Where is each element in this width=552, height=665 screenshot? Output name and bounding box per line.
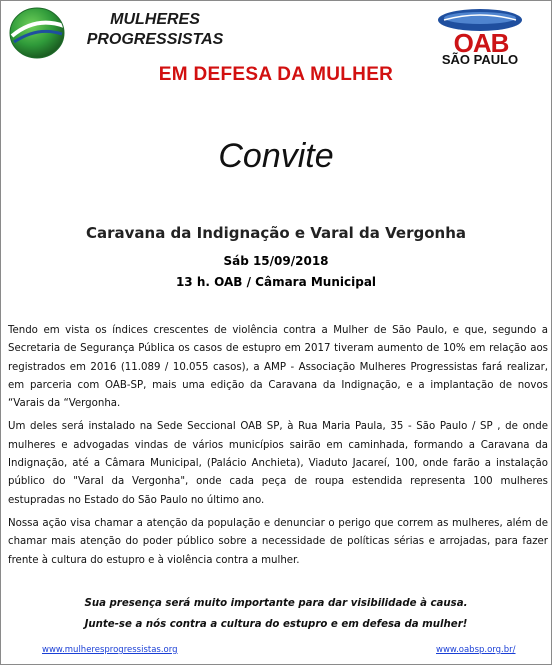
paragraph-context: Tendo em vista os índices crescentes de violência contra a Mulher de São Paulo, e que, segundo a Secretaria de Segurança Pública os casos de estupro em 2017 tiveram aumento de 10% em relação aos registrados em 2016 (11.089 / 10.055 casos), a AMP - Associação Mulheres Progressistas fará realizar, em parceria com OAB-SP, mais uma edição da Caravana da Indignação, e a implantação de novos “Varais da “Vergonha. xyxy=(8,325,548,410)
event-place: 13 h. OAB / Câmara Municipal xyxy=(175,275,377,289)
invite-title: Convite xyxy=(218,137,334,175)
oabsp-link[interactable]: www.oabsp.org.br/ xyxy=(436,645,516,655)
oab-logo-text: OAB xyxy=(453,28,509,58)
event-name: Caravana da Indignação e Varal da Vergonha xyxy=(85,224,467,242)
call-to-action-line2: Junte-se a nós contra a cultura do estupro e em defesa da mulher! xyxy=(84,619,468,630)
body-text xyxy=(8,322,548,575)
paragraph-event-details: Um deles será instalado na Sede Seccional OAB SP, à Rua Maria Paula, 35 - São Paulo / SP , de onde mulheres e advogadas vindas de vários municípios sairão em caminhada, formando a Caravana da Indignação, até a Câmara Municipal, (Palácio Anchieta), Viaduto Jacareí, 100, onde farão a instalação público do "Varal da Vergonha", onde cada peça de roupa estendida representa 100 mulheres estupradas no Estado do São Paulo no último ano. xyxy=(8,421,548,506)
paragraph-purpose: Nossa ação visa chamar a atenção da população e denunciar o perigo que correm as mulheres, além de chamar mais atenção do poder público sobre a necessidade de políticas sérias e arrojadas, para fazer frente à cultura do estupro e à violência contra a mulher. xyxy=(8,517,548,566)
organization-name-line1: MULHERES xyxy=(110,11,200,28)
organization-name-line2: PROGRESSISTAS xyxy=(86,31,224,48)
event-date: Sáb 15/09/2018 xyxy=(223,254,329,268)
mulheres-progressistas-logo xyxy=(6,6,68,60)
oab-subtitle: SÃO PAULO xyxy=(441,52,519,67)
headline: EM DEFESA DA MULHER xyxy=(158,64,394,85)
mulheres-progressistas-link[interactable]: www.mulheresprogressistas.org xyxy=(42,645,178,655)
organization-name xyxy=(80,10,230,50)
call-to-action-line1: Sua presença será muito importante para dar visibilidade à causa. xyxy=(84,598,468,609)
